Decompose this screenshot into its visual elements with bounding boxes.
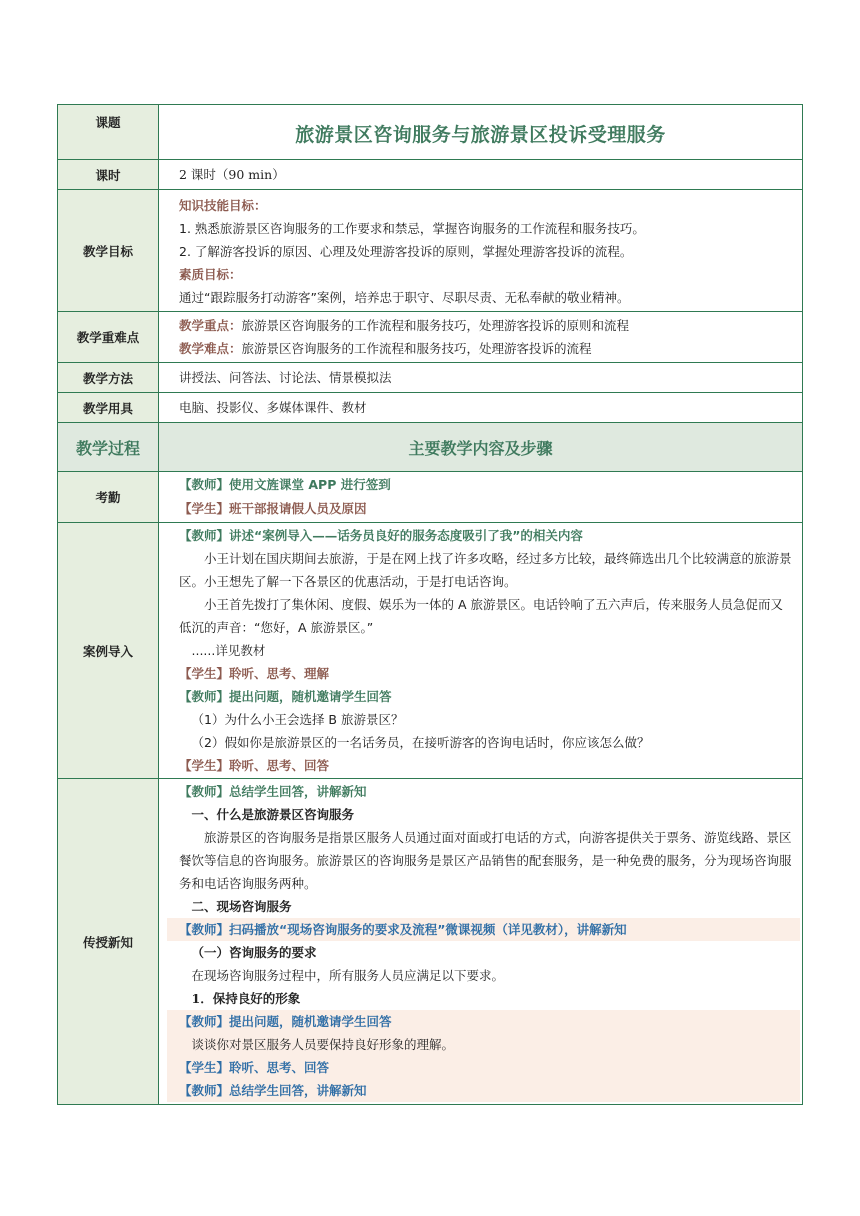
- diff-text: 旅游景区咨询服务的工作流程和服务技巧，处理游客投诉的流程: [241, 341, 592, 356]
- case-paragraph-2: 小王首先拨打了集休闲、度假、娱乐为一体的 A 旅游景区。电话铃响了五六声后，传来服务人员急促而又低沉的声音：“您好，A 旅游景区。”: [179, 597, 783, 635]
- tools-value: 电脑、投影仪、多媒体课件、教材: [159, 393, 803, 423]
- new-teacher-2: 【教师】扫码播放“现场咨询服务的要求及流程”微课视频（详见教材），讲解新知: [167, 918, 800, 941]
- label-course: 课题: [58, 105, 159, 160]
- case-paragraph-3: ......详见教材: [191, 643, 266, 658]
- label-case: 案例导入: [58, 523, 159, 779]
- course-title: 旅游景区咨询服务与旅游景区投诉受理服务: [295, 123, 666, 146]
- lesson-plan: [57, 104, 803, 1105]
- row-attendance: [58, 472, 803, 523]
- highlight-block: [167, 1010, 800, 1102]
- label-tools: 教学用具: [58, 393, 159, 423]
- new-heading-4: 1．保持良好的形象: [191, 991, 301, 1006]
- row-case: [58, 523, 803, 779]
- key-text: 旅游景区咨询服务的工作流程和服务技巧，处理游客投诉的原则和流程: [241, 318, 630, 333]
- new-paragraph-2: 在现场咨询服务过程中，所有服务人员应满足以下要求。: [191, 968, 505, 983]
- new-heading-2: 二、现场咨询服务: [191, 899, 292, 914]
- new-student-1: 【学生】聆听、思考、回答: [179, 1060, 330, 1075]
- new-teacher-4: 【教师】总结学生回答，讲解新知: [179, 1083, 367, 1098]
- row-new: [58, 779, 803, 1105]
- hours-value: 2 课时（90 min）: [159, 160, 803, 190]
- case-question-2: （2）假如你是旅游景区的一名话务员，在接听游客的咨询电话时，你应该怎么做？: [191, 735, 650, 750]
- row-course: [58, 105, 803, 160]
- attendance-student: 【学生】班干部报请假人员及原因: [179, 501, 367, 516]
- quality-1: 通过“跟踪服务打动游客”案例，培养忠于职守、尽职尽责、无私奉献的敬业精神。: [179, 290, 630, 305]
- label-hours: 课时: [58, 160, 159, 190]
- knowledge-2: 2. 了解游客投诉的原因、心理及处理游客投诉的原则，掌握处理游客投诉的流程。: [179, 244, 633, 259]
- lesson-plan-table: [57, 104, 803, 1105]
- label-objectives: 教学目标: [58, 190, 159, 312]
- new-paragraph-1: 旅游景区的咨询服务是指景区服务人员通过面对面或打电话的方式，向游客提供关于票务、游览线路、景区餐饮等信息的咨询服务。旅游景区的咨询服务是景区产品销售的配套服务，是一种免费的服务，分为现场咨询服务和电话咨询服务两种。: [179, 830, 792, 891]
- new-teacher-1: 【教师】总结学生回答，讲解新知: [179, 784, 367, 799]
- label-attendance: 考勤: [58, 472, 159, 523]
- row-hours: [58, 160, 803, 190]
- row-objectives: [58, 190, 803, 312]
- quality-title: 素质目标：: [179, 267, 242, 282]
- row-keypoints: [58, 312, 803, 363]
- case-question-1: （1）为什么小王会选择 B 旅游景区？: [191, 712, 404, 727]
- row-method: [58, 363, 803, 393]
- row-process-header: [58, 423, 803, 472]
- key-label: 教学重点：: [179, 318, 242, 333]
- method-value: 讲授法、问答法、讨论法、情景模拟法: [159, 363, 803, 393]
- case-student-1: 【学生】聆听、思考、理解: [179, 666, 330, 681]
- process-header-left: 教学过程: [75, 438, 140, 458]
- knowledge-1: 1. 熟悉旅游景区咨询服务的工作要求和禁忌，掌握咨询服务的工作流程和服务技巧。: [179, 221, 645, 236]
- attendance-teacher: 【教师】使用文旌课堂 APP 进行签到: [179, 477, 391, 492]
- case-student-2: 【学生】聆听、思考、回答: [179, 758, 330, 773]
- case-teacher-2: 【教师】提出问题，随机邀请学生回答: [179, 689, 392, 704]
- process-header-right: 主要教学内容及步骤: [408, 438, 553, 458]
- label-new: 传授新知: [58, 779, 159, 1105]
- case-paragraph-1: 小王计划在国庆期间去旅游，于是在网上找了许多攻略，经过多方比较，最终筛选出几个比较满意的旅游景区。小王想先了解一下各景区的优惠活动，于是打电话咨询。: [179, 551, 792, 589]
- new-heading-1: 一、什么是旅游景区咨询服务: [191, 807, 355, 822]
- row-tools: [58, 393, 803, 423]
- label-keypoints: 教学重难点: [58, 312, 159, 363]
- case-teacher-1: 【教师】讲述“案例导入——话务员良好的服务态度吸引了我”的相关内容: [179, 528, 583, 543]
- diff-label: 教学难点：: [179, 341, 242, 356]
- label-method: 教学方法: [58, 363, 159, 393]
- new-teacher-3: 【教师】提出问题，随机邀请学生回答: [179, 1014, 392, 1029]
- new-paragraph-3: 谈谈你对景区服务人员要保持良好形象的理解。: [191, 1037, 455, 1052]
- new-heading-3: （一）咨询服务的要求: [191, 945, 317, 960]
- knowledge-title: 知识技能目标：: [179, 198, 267, 213]
